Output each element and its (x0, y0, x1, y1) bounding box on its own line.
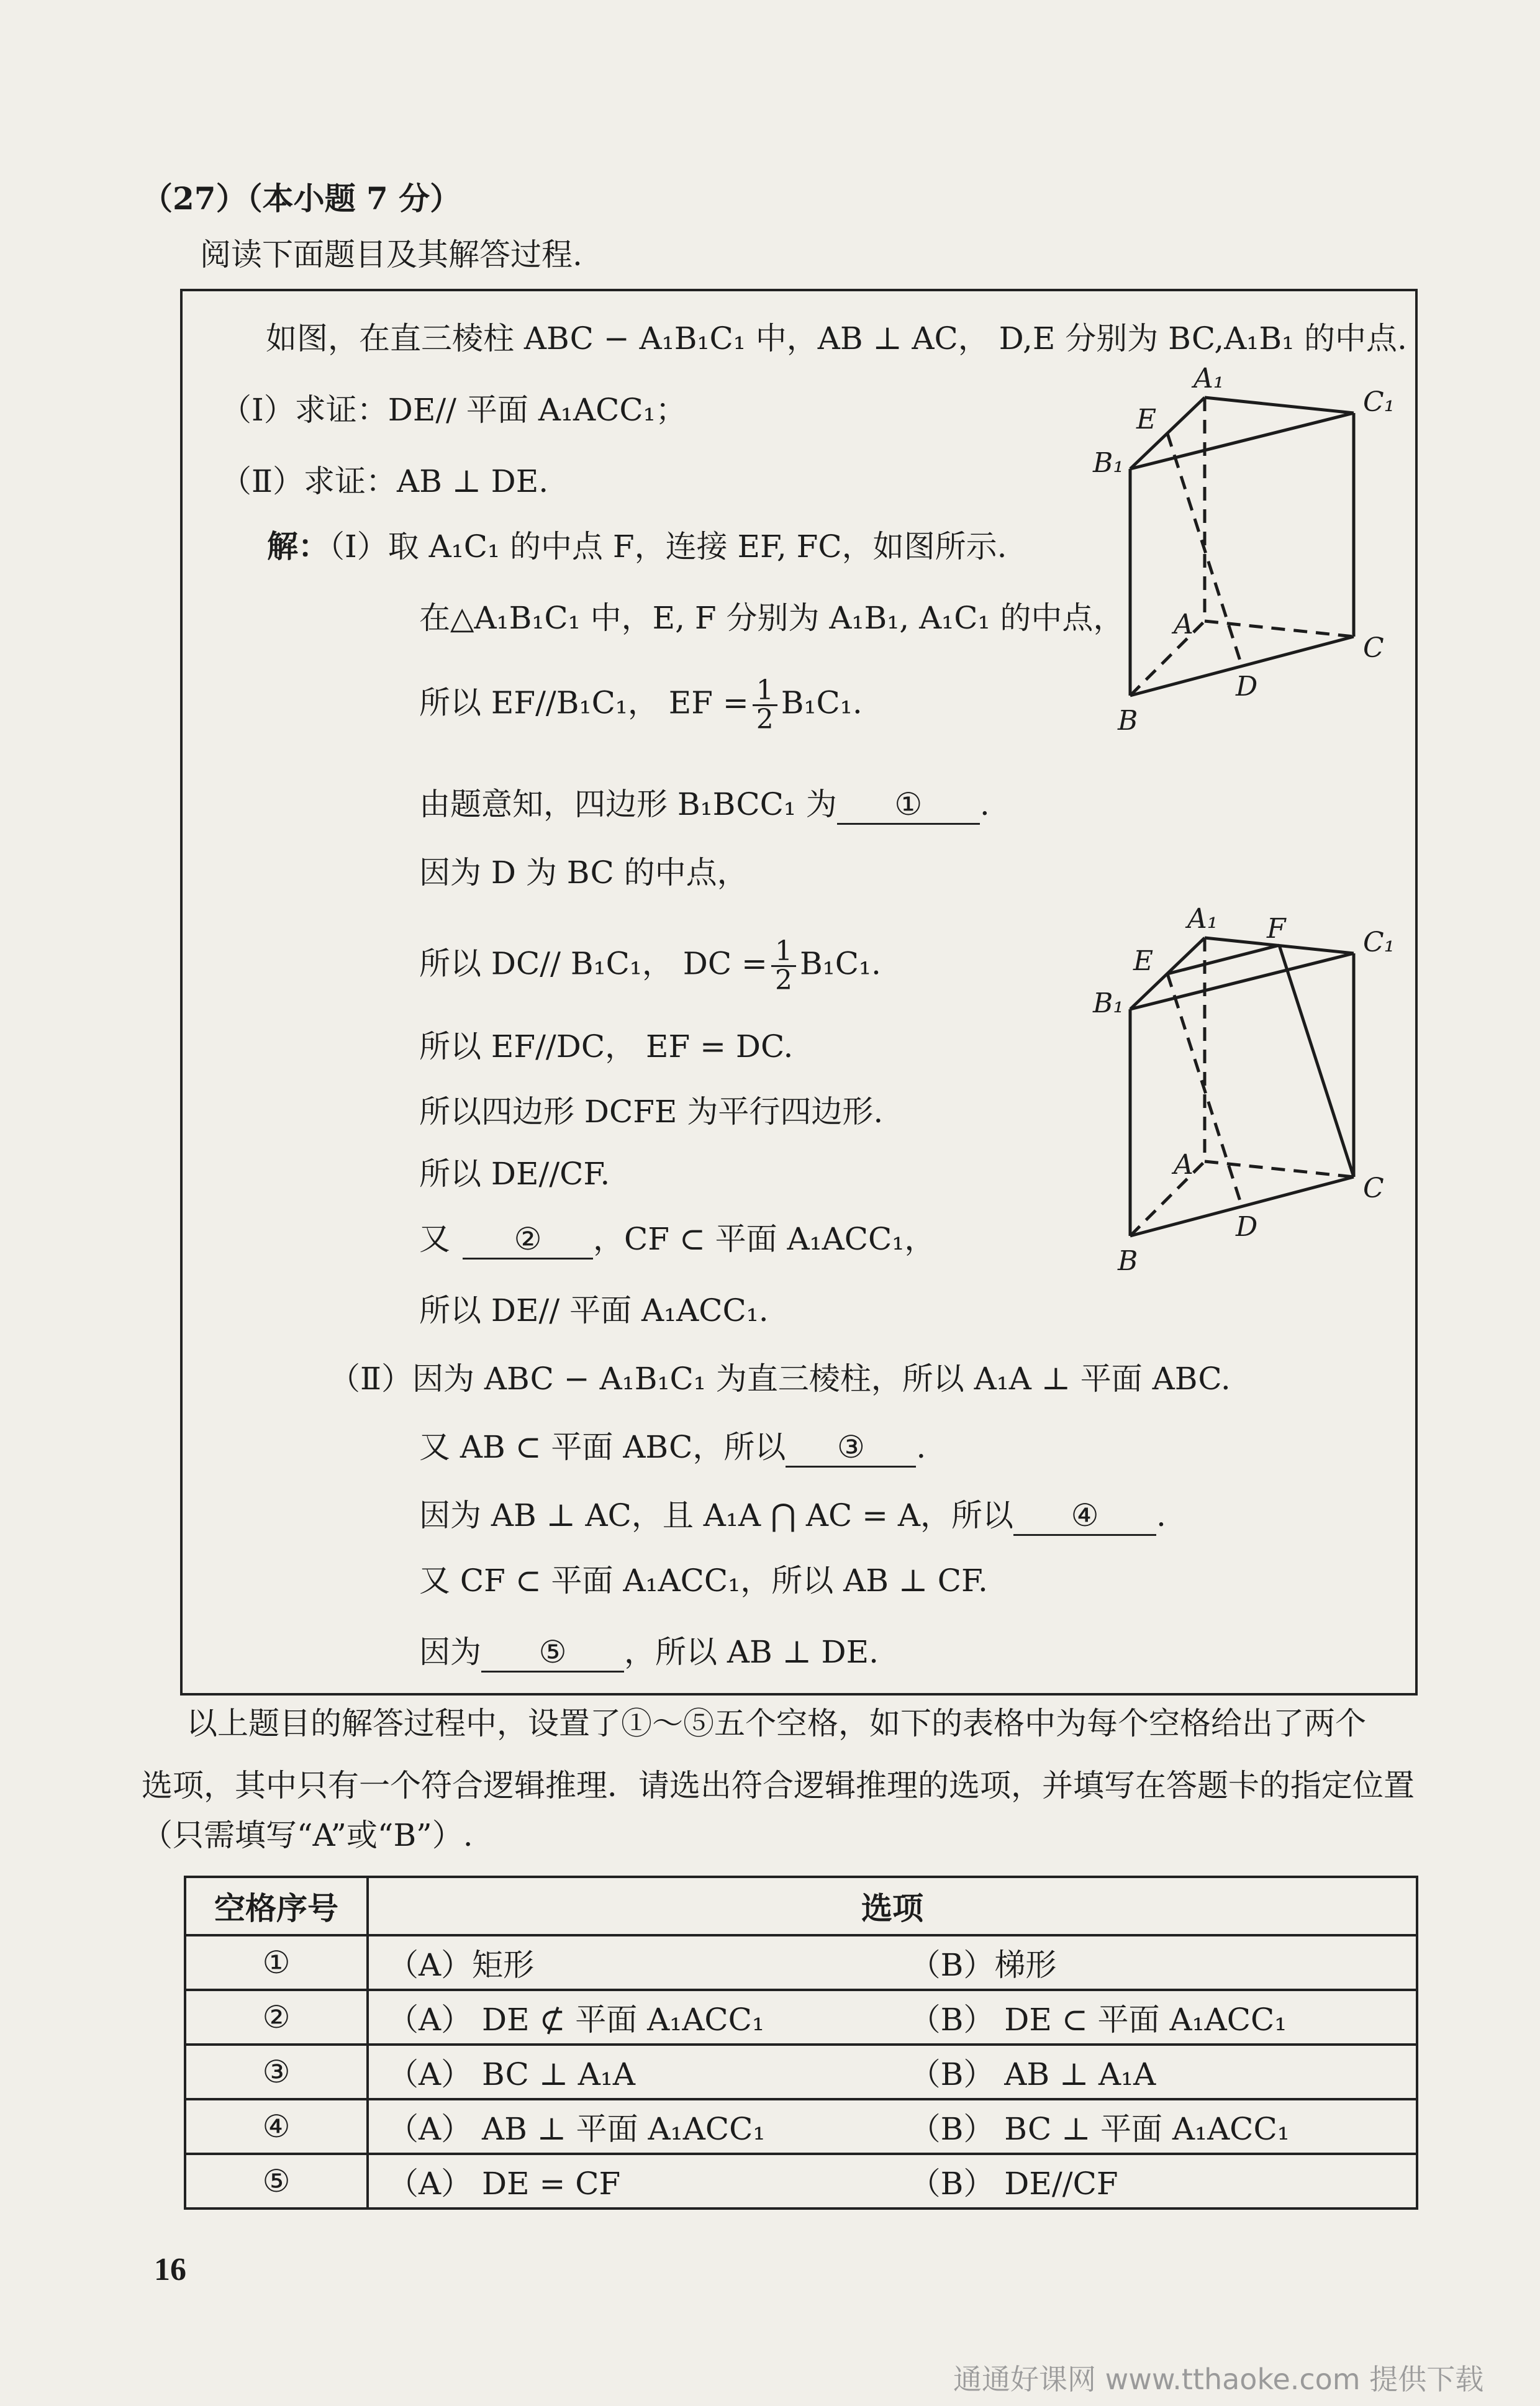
option-a[interactable]: （A）矩形 (368, 1935, 891, 1990)
label-D: D (1236, 1211, 1258, 1243)
label-C: C (1363, 632, 1384, 664)
table-row (185, 2099, 1417, 2154)
solution-line-4: 由题意知，四边形 B₁BCC₁ 为 ① . (419, 786, 990, 825)
solution-line-12: （Ⅱ）因为 ABC − A₁B₁C₁ 为直三棱柱，所以 A₁A ⊥ 平面 ABC. (329, 1361, 1231, 1397)
header-options: 选项 (368, 1877, 1417, 1935)
table-row (185, 2154, 1417, 2209)
answer-blank-4[interactable]: ④ (1013, 1497, 1156, 1536)
label-A1: A₁ (1187, 903, 1218, 935)
solution-line-6: 所以 DC// B₁C₁， DC = $\frac{1}{2}$ B₁C₁. (419, 935, 881, 996)
label-B1: B₁ (1093, 447, 1124, 479)
label-B: B (1118, 1245, 1138, 1277)
options-table (184, 1876, 1418, 2210)
option-b[interactable]: （B）梯形 (891, 1935, 1417, 1990)
header-blank-number: 空格序号 (185, 1877, 368, 1935)
table-row (185, 2045, 1417, 2099)
solution-line-5: 因为 D 为 BC 的中点， (419, 855, 748, 891)
blank-number: ③ (185, 2045, 368, 2099)
label-D: D (1236, 671, 1258, 702)
label-B: B (1118, 705, 1138, 737)
blank-number: ⑤ (185, 2154, 368, 2209)
problem-part1: （Ⅰ）求证：DE// 平面 A₁ACC₁； (220, 392, 687, 428)
prism-figure-1 (1080, 360, 1403, 758)
label-B1: B₁ (1093, 987, 1124, 1019)
answer-blank-1[interactable]: ① (837, 786, 980, 825)
problem-statement: 如图，在直三棱柱 ABC − A₁B₁C₁ 中，AB ⊥ AC， D,E 分别为 BC,A₁B₁ 的中点. (266, 320, 1407, 356)
blank-number: ① (185, 1935, 368, 1990)
label-C1: C₁ (1363, 927, 1395, 958)
solution-line-7: 所以 EF//DC， EF = DC. (419, 1028, 794, 1065)
option-b[interactable]: （B） DE ⊂ 平面 A₁ACC₁ (891, 1990, 1417, 2045)
label-A: A (1174, 1149, 1194, 1181)
solution-line-14: 因为 AB ⊥ AC，且 A₁A ⋂ AC = A，所以 ④ . (419, 1497, 1166, 1536)
problem-part2: （Ⅱ）求证：AB ⊥ DE. (220, 463, 549, 499)
option-b[interactable]: （B） AB ⊥ A₁A (891, 2045, 1417, 2099)
option-a[interactable]: （A） BC ⊥ A₁A (368, 2045, 891, 2099)
answer-blank-3[interactable]: ③ (786, 1428, 916, 1468)
label-C: C (1363, 1173, 1384, 1204)
table-row (185, 1935, 1417, 1990)
solution-line-13: 又 AB ⊂ 平面 ABC，所以 ③ . (419, 1428, 926, 1468)
solution-line-8: 所以四边形 DCFE 为平行四边形. (419, 1094, 884, 1130)
blank-number: ② (185, 1990, 368, 2045)
label-C1: C₁ (1363, 386, 1395, 418)
instruction-line-2: 选项，其中只有一个符合逻辑推理．请选出符合逻辑推理的选项，并填写在答题卡的指定位置 (142, 1768, 1415, 1804)
label-E: E (1136, 404, 1157, 435)
solution-line-15: 又 CF ⊂ 平面 A₁ACC₁，所以 AB ⊥ CF. (419, 1563, 988, 1599)
label-A1: A₁ (1194, 363, 1225, 394)
fraction-half: $\frac{1}{2}$ (753, 677, 777, 733)
solution-line-9: 所以 DE//CF. (419, 1156, 610, 1192)
option-a[interactable]: （A） AB ⊥ 平面 A₁ACC₁ (368, 2099, 891, 2154)
footer-watermark: 通通好课网 www.tthaoke.com 提供下载 (953, 2363, 1484, 2396)
table-row (185, 1990, 1417, 2045)
prism-figure-2 (1080, 901, 1403, 1286)
option-b[interactable]: （B） BC ⊥ 平面 A₁ACC₁ (891, 2099, 1417, 2154)
instruction-line-1: 以上题目的解答过程中，设置了①～⑤五个空格，如下的表格中为每个空格给出了两个 (186, 1705, 1366, 1741)
option-b[interactable]: （B） DE//CF (891, 2154, 1417, 2209)
solution-line-3: 所以 EF//B₁C₁， EF = $\frac{1}{2}$ B₁C₁. (419, 674, 863, 735)
label-A: A (1174, 609, 1194, 640)
label-E: E (1133, 945, 1154, 977)
solution-line-11: 所以 DE// 平面 A₁ACC₁. (419, 1292, 769, 1328)
question-number: （27）（本小题 7 分） (142, 180, 461, 217)
solution-line-1: 解：（Ⅰ）取 A₁C₁ 的中点 F，连接 EF, FC，如图所示. (267, 528, 1007, 565)
question-intro: 阅读下面题目及其解答过程. (200, 237, 582, 273)
answer-blank-2[interactable]: ② (463, 1220, 593, 1260)
solution-label: 解： (267, 528, 329, 565)
option-a[interactable]: （A） DE = CF (368, 2154, 891, 2209)
answer-blank-5[interactable]: ⑤ (481, 1633, 624, 1673)
solution-line-16: 因为 ⑤ ，所以 AB ⊥ DE. (419, 1633, 879, 1673)
solution-line-10: 又 ② ，CF ⊂ 平面 A₁ACC₁， (419, 1220, 935, 1260)
instruction-line-3: （只需填写“A”或“B”）. (142, 1817, 473, 1853)
solution-line-2: 在△A₁B₁C₁ 中，E, F 分别为 A₁B₁, A₁C₁ 的中点， (419, 600, 1125, 636)
blank-number: ④ (185, 2099, 368, 2154)
page-number: 16 (154, 2252, 186, 2287)
label-F: F (1267, 913, 1286, 945)
option-a[interactable]: （A） DE ⊄ 平面 A₁ACC₁ (368, 1990, 891, 2045)
table-header-row (185, 1877, 1417, 1935)
